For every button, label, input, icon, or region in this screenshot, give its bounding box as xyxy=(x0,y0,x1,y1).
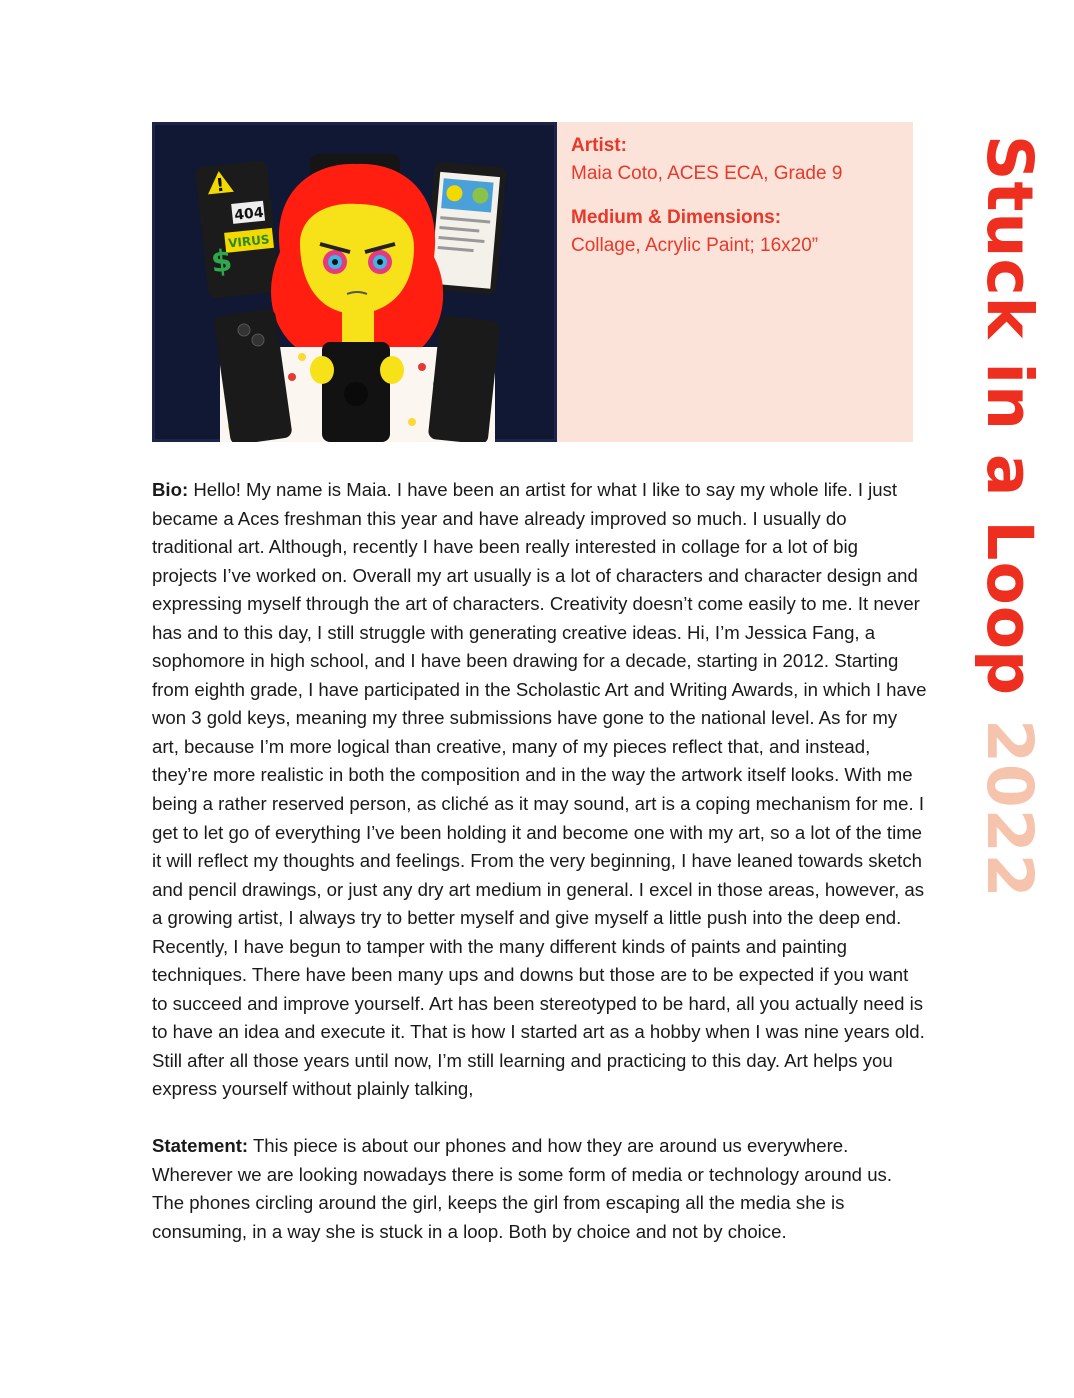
title-year: 2022 xyxy=(973,719,1046,899)
medium-value: Collage, Acrylic Paint; 16x20” xyxy=(571,235,819,256)
artist-value: Maia Coto, ACES ECA, Grade 9 xyxy=(571,163,843,184)
sign-virus: VIRUS xyxy=(227,232,271,251)
artwork-image xyxy=(152,122,557,442)
statement-label: Statement: xyxy=(152,1135,249,1157)
sign-404: 404 xyxy=(233,204,265,224)
bio-label: Bio: xyxy=(152,479,189,500)
page-title xyxy=(974,135,1044,975)
body-text xyxy=(152,476,927,1246)
statement-text: This piece is about our phones and how they are around us everywhere. Wherever we are looking nowadays there is some form of media or technology around us. The phones circling around the girl, keeps the girl from escaping all the media she is consuming, in a way she is stuck in a loop. Both by choice and not by choice. xyxy=(152,1135,892,1242)
statement-paragraph xyxy=(152,1132,927,1246)
medium-label: Medium & Dimensions: xyxy=(571,207,782,228)
bio-paragraph xyxy=(152,476,927,1104)
bio-text: Hello! My name is Maia. I have been an artist for what I like to say my whole life. I just became a Aces freshman this year and have already improved so much. I usually do traditional art. Although, recently I have been really interested in collage for a lot of big projects I’ve worked on. Overall my art usually is a lot of characters and character design and expressing myself through the art of characters. Creativity doesn’t come easily to me. It never has and to this day, I still struggle with generating creative ideas. Hi, I’m Jessica Fang, a sophomore in high school, and I have been drawing for a decade, starting in 2012. Starting from eighth grade, I have participated in the Scholastic Art and Writing Awards, in which I have won 3 gold keys, meaning my three submissions have gone to the national level. As for my art, because I’m more logical than creative, many of my pieces reflect that, and instead, they’re more realistic in both the composition and in the way the artwork itself looks. With me being a rather reserved person, as cliché as it may sound, art is a coping mechanism for me. I get to let go of everything I’ve been holding it and become one with my art, so a lot of the time it will reflect my thoughts and feelings. From the very beginning, I have leaned towards sketch and pencil drawings, or just any dry art medium in general. I excel in those areas, however, as a growing artist, I always try to better myself and give myself a little push into the deep end. Recently, I have begun to tamper with the many different kinds of paints and painting techniques. There have been many ups and downs but those are to be expected if you want to succeed and improve yourself. Art has been stereotyped to be hard, all you actually need is to have an idea and execute it. That is how I started art as a hobby when I was nine years old. Still after all those years until now, I’m still learning and practicing to this day. Art helps you express yourself without plainly talking, xyxy=(152,479,927,1100)
title-main: Stuck in a Loop xyxy=(973,135,1046,697)
phone-top-left xyxy=(195,160,280,299)
sign-dollar: $ xyxy=(209,243,234,281)
svg-text:!: ! xyxy=(215,174,226,197)
artist-label: Artist: xyxy=(571,135,627,156)
artwork-info-panel xyxy=(557,122,913,442)
